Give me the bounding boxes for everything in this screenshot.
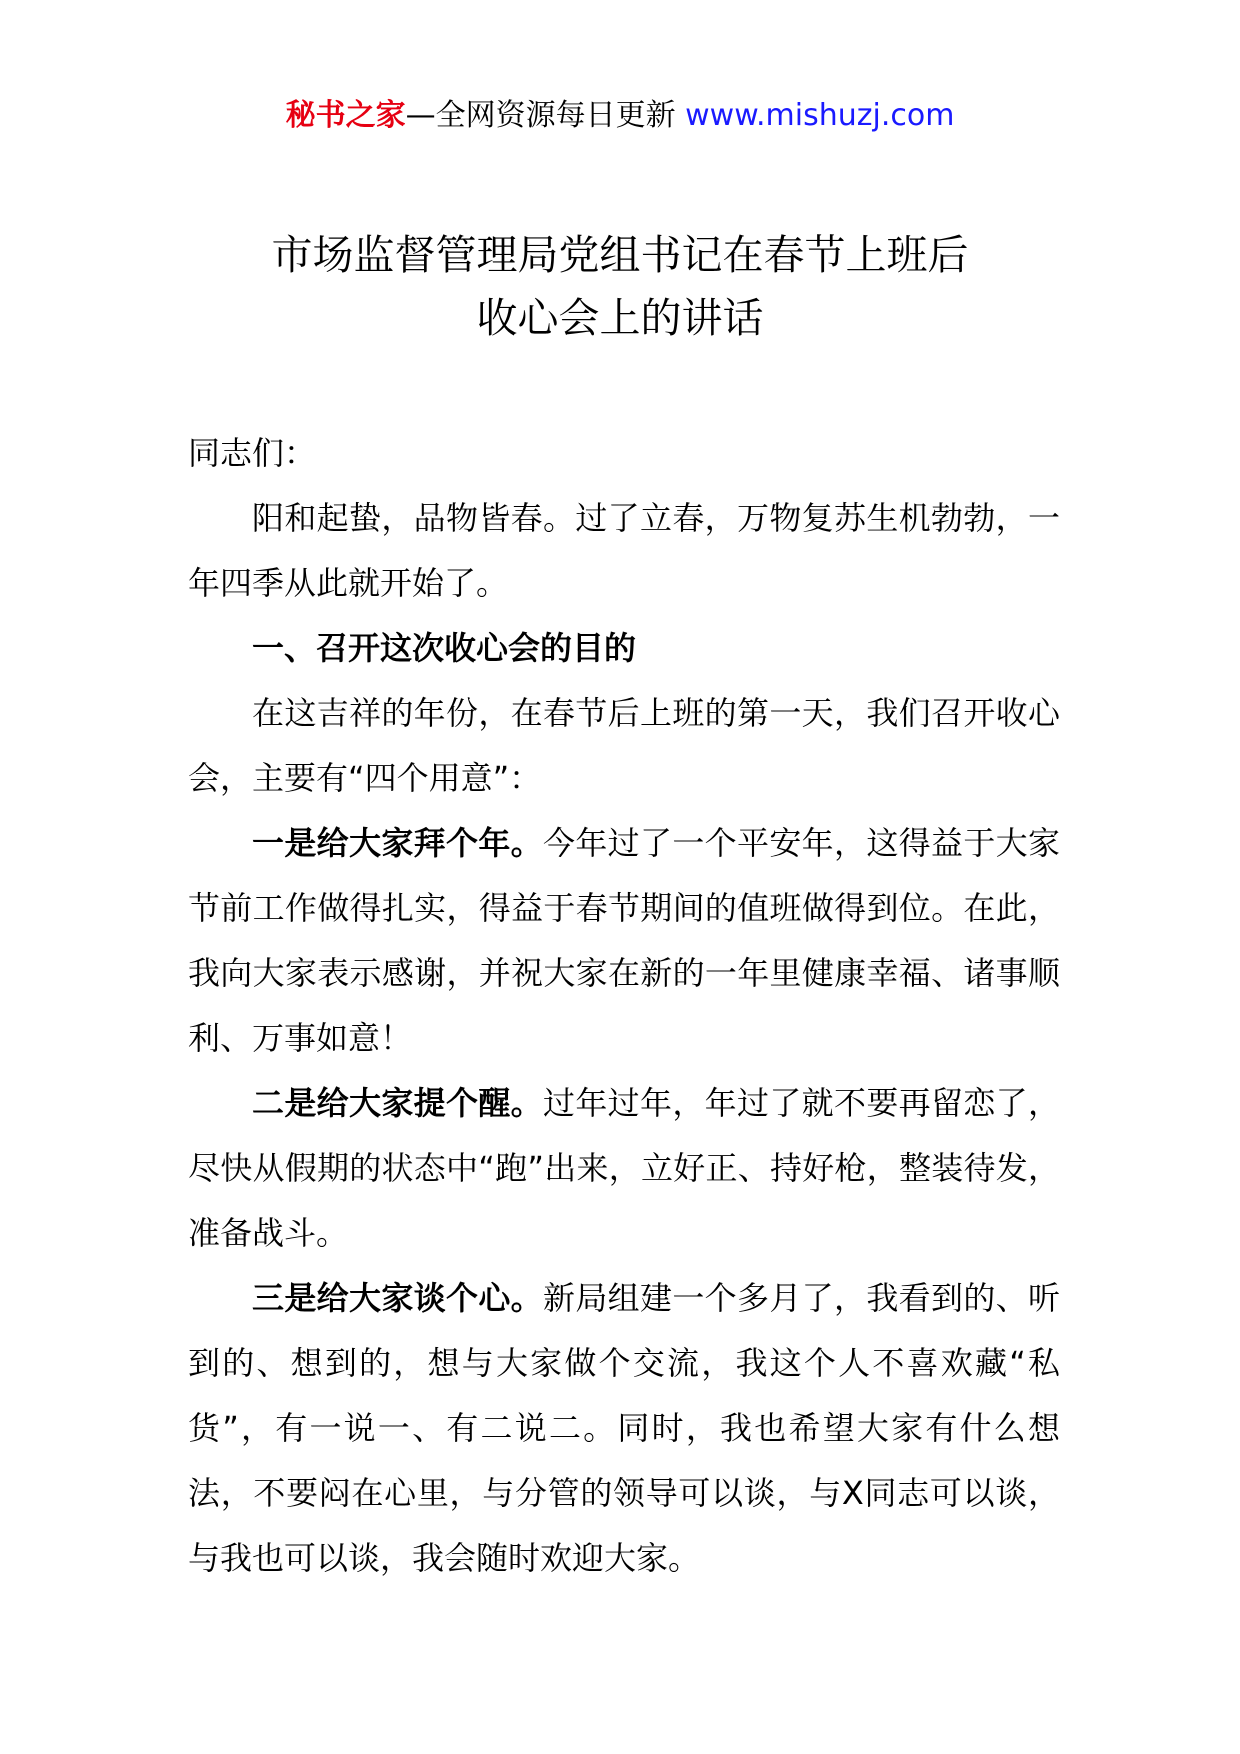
document-title-line-1: 市场监督管理局党组书记在春节上班后 <box>271 231 969 279</box>
site-slogan: —全网资源每日更新 <box>405 98 686 133</box>
section-heading-1: 一、召开这次收心会的目的 <box>252 629 637 667</box>
salutation: 同志们： <box>188 434 317 472</box>
paragraph-point-1 <box>188 811 1060 1071</box>
site-name: 秘书之家 <box>285 98 406 133</box>
site-header <box>0 96 1240 136</box>
point-2-text: 过年过年，年过了就不要再留恋了，尽快从假期的状态中“跑”出来，立好正、持好枪，整装待发，准备战斗。 <box>188 1084 1060 1252</box>
document-title-line-2: 收心会上的讲话 <box>476 294 764 342</box>
point-2-lead: 二是给大家提个醒。 <box>252 1084 543 1122</box>
paragraph-purpose-intro: 在这吉祥的年份，在春节后上班的第一天，我们召开收心会，主要有“四个用意”： <box>188 694 1060 797</box>
document-title <box>0 224 1240 350</box>
site-url-link[interactable]: www.mishuzj.com <box>685 98 955 133</box>
paragraph-point-3 <box>188 1266 1060 1591</box>
paragraph-opening: 阳和起蛰，品物皆春。过了立春，万物复苏生机勃勃，一年四季从此就开始了。 <box>188 499 1060 602</box>
point-1-text: 今年过了一个平安年，这得益于大家节前工作做得扎实，得益于春节期间的值班做得到位。在此，我向大家表示感谢，并祝大家在新的一年里健康幸福、诸事顺利、万事如意！ <box>188 824 1060 1057</box>
point-1-lead: 一是给大家拜个年。 <box>252 824 543 862</box>
document-body <box>188 421 1060 1591</box>
point-3-text: 新局组建一个多月了，我看到的、听到的、想到的，想与大家做个交流，我这个人不喜欢藏“私货”，有一说一、有二说二。同时，我也希望大家有什么想法，不要闷在心里，与分管的领导可以谈，与X同志可以谈，与我也可以谈，我会随时欢迎大家。 <box>188 1279 1060 1577</box>
point-3-lead: 三是给大家谈个心。 <box>252 1279 543 1317</box>
paragraph-point-2 <box>188 1071 1060 1266</box>
